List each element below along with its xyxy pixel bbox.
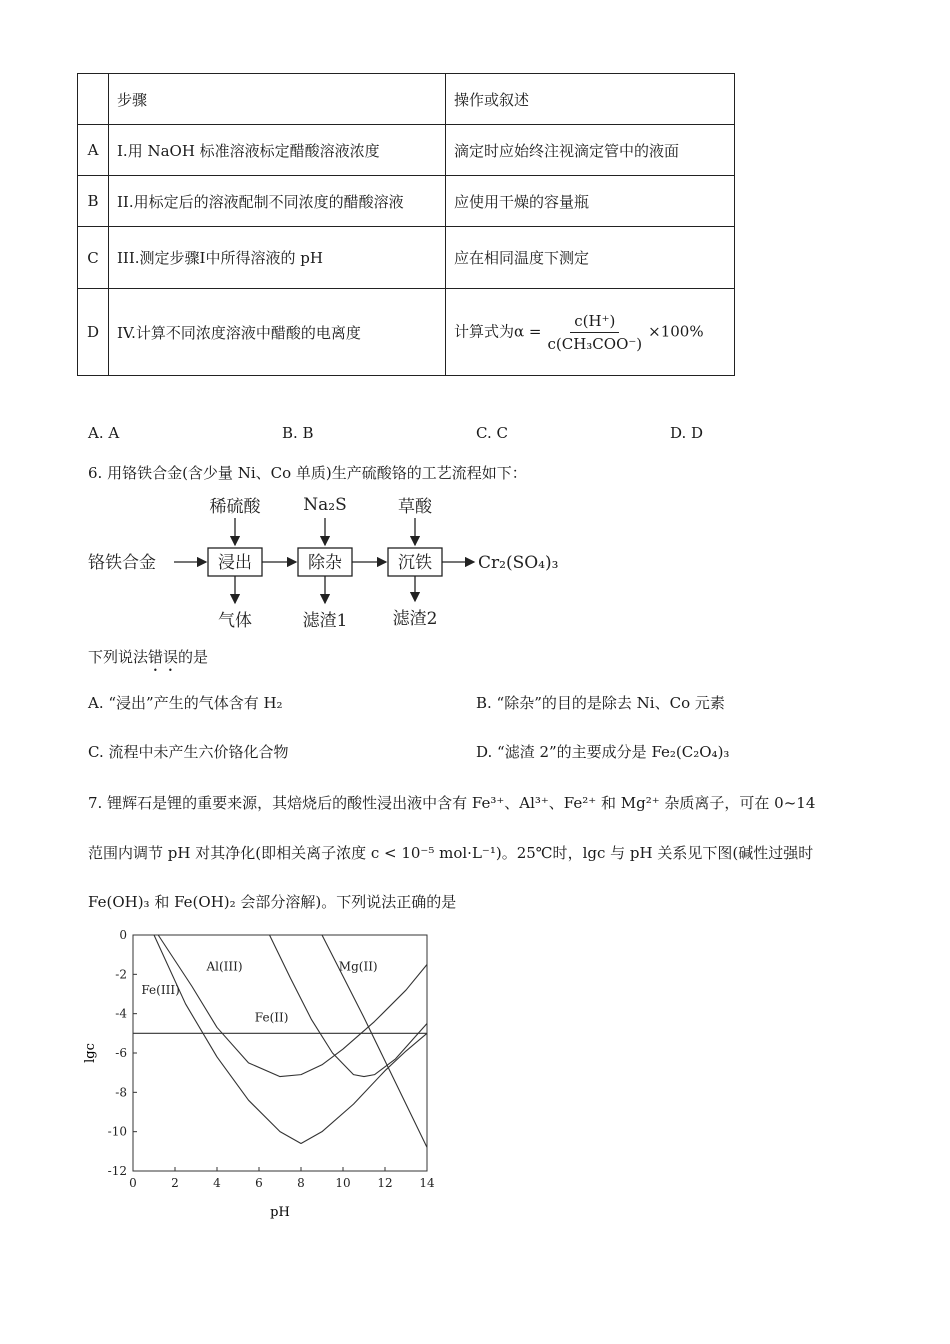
q6-option-b[interactable]: B. “除杂”的目的是除去 Ni、Co 元素: [476, 694, 725, 712]
q6-option-c[interactable]: C. 流程中未产生六价铬化合物: [88, 743, 289, 761]
lgc-ph-chart: [80, 922, 450, 1227]
flow-box-leach-label: 浸出: [218, 553, 252, 573]
row-label: A: [78, 125, 109, 176]
row-label: D: [78, 289, 109, 376]
chart-y-axis-label: lgc: [83, 1043, 98, 1063]
formula-tail: ×100%: [648, 322, 704, 340]
table-row: [78, 289, 735, 376]
q5-option-a[interactable]: A. A: [88, 424, 120, 442]
flow-start-label: 铬铁合金: [88, 553, 156, 573]
x-tick-label: 10: [335, 1176, 351, 1190]
flow-product-label: Cr₂(SO₄)₃: [478, 553, 559, 573]
formula-numerator: c(H⁺): [570, 312, 619, 333]
q7-line-1: 7. 锂辉石是锂的重要来源，其焙烧后的酸性浸出液中含有 Fe³⁺、Al³⁺、Fe²⁺ 和 Mg²⁺ 杂质离子，可在 0~14: [88, 794, 816, 812]
x-tick-label: 4: [213, 1176, 221, 1190]
x-tick-label: 0: [129, 1176, 137, 1190]
series-label: Fe(III): [141, 983, 180, 997]
series-line-fe-iii-: [154, 935, 427, 1143]
q5-option-c[interactable]: C. C: [476, 424, 508, 442]
flow-output-gas: 气体: [218, 611, 252, 631]
flow-output-residue1: 滤渣1: [302, 611, 348, 631]
x-tick-label: 12: [377, 1176, 393, 1190]
series-label: Fe(II): [254, 1010, 289, 1025]
x-tick-label: 8: [297, 1176, 305, 1190]
table-row: [78, 176, 735, 227]
q7-line-2: 范围内调节 pH 对其净化(即相关离子浓度 c < 10⁻⁵ mol·L⁻¹)。25℃时，lgc 与 pH 关系见下图(碱性过强时: [88, 844, 814, 862]
q6-question-pre: 下列说法: [88, 648, 149, 666]
series-line-al-iii-: [158, 935, 427, 1077]
row-note: 应使用干燥的容量瓶: [446, 176, 735, 227]
q6-option-d[interactable]: D. “滤渣 2”的主要成分是 Fe₂(C₂O₄)₃: [476, 743, 730, 761]
series-label: Al(III): [206, 959, 243, 974]
q7-line-3: Fe(OH)₃ 和 Fe(OH)₂ 会部分溶解)。下列说法正确的是: [88, 893, 457, 911]
q6-question-emphasis: 错误: [148, 648, 179, 666]
formula-prefix: 计算式为: [454, 322, 515, 340]
row-step: II.用标定后的溶液配制不同浓度的醋酸溶液: [109, 176, 446, 227]
series-line-fe-ii-: [270, 935, 428, 1077]
row-label: C: [78, 227, 109, 289]
q6-option-a[interactable]: A. “浸出”产生的气体含有 H₂: [88, 694, 283, 712]
q6-stem: 6. 用铬铁合金(含少量 Ni、Co 单质)生产硫酸铬的工艺流程如下：: [88, 464, 527, 482]
row-note-formula: [446, 289, 735, 376]
x-tick-label: 6: [255, 1176, 263, 1190]
flow-input-acid: 稀硫酸: [209, 497, 261, 517]
flow-input-na2s: Na₂S: [303, 495, 347, 515]
y-tick-label: -8: [115, 1085, 127, 1100]
formula-denominator: c(CH₃COO⁻): [547, 334, 643, 353]
row-step: III.测定步骤I中所得溶液的 pH: [109, 227, 446, 289]
q6-question-post: 的是: [178, 648, 209, 666]
y-tick-label: -6: [115, 1046, 127, 1060]
series-label: Mg(II): [338, 959, 378, 974]
header-step: 步骤: [109, 74, 446, 125]
y-tick-label: -2: [115, 967, 127, 982]
x-tick-label: 14: [419, 1176, 435, 1190]
flow-output-residue2: 滤渣2: [392, 609, 438, 629]
chart-x-axis-label: pH: [270, 1205, 290, 1220]
y-tick-label: -4: [115, 1006, 127, 1021]
x-tick-label: 2: [171, 1176, 179, 1190]
q5-option-b[interactable]: B. B: [282, 424, 314, 442]
q5-option-d[interactable]: D. D: [670, 424, 704, 442]
chart-plot-frame: [133, 935, 427, 1171]
steps-table: [77, 73, 735, 376]
row-step: I.用 NaOH 标准溶液标定醋酸溶液浓度: [109, 125, 446, 176]
row-note: 应在相同温度下测定: [446, 227, 735, 289]
formula-lhs: α =: [514, 322, 542, 340]
table-row: [78, 125, 735, 176]
process-flow-diagram: [88, 488, 588, 636]
formula-fraction: [543, 312, 646, 353]
y-tick-label: 0: [119, 928, 127, 942]
row-step: IV.计算不同浓度溶液中醋酸的电离度: [109, 289, 446, 376]
q6-question: [88, 646, 208, 675]
flow-input-oxalic: 草酸: [398, 497, 432, 517]
flow-box-iron-label: 沉铁: [398, 553, 432, 573]
flow-box-purify-label: 除杂: [308, 553, 342, 573]
header-blank: [78, 74, 109, 125]
row-note: 滴定时应始终注视滴定管中的液面: [446, 125, 735, 176]
table-header-row: [78, 74, 735, 125]
table-row: [78, 227, 735, 289]
y-tick-label: -10: [107, 1124, 127, 1139]
header-note: 操作或叙述: [446, 74, 735, 125]
row-label: B: [78, 176, 109, 227]
y-tick-label: -12: [107, 1164, 127, 1178]
